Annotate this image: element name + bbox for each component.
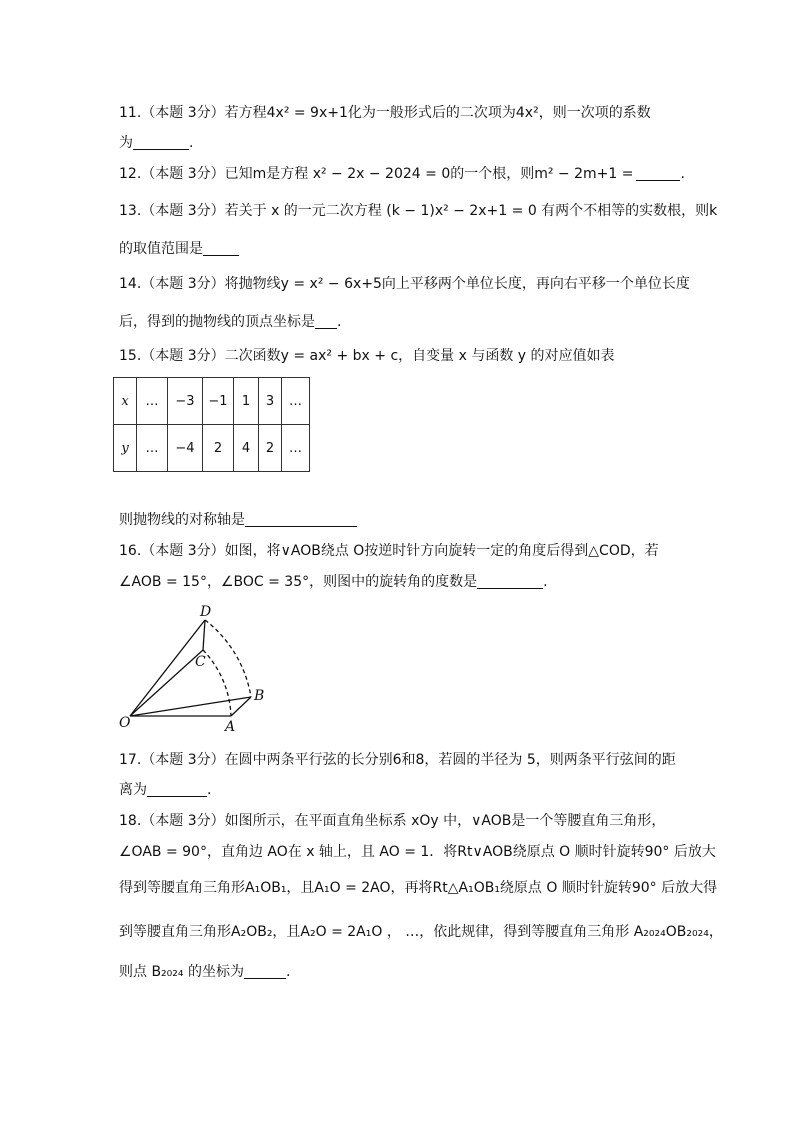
q15-line1: 15.（本题 3分）二次函数y = ax² + bx + c，自变量 x 与函数 y 的对应值如表 bbox=[119, 348, 615, 364]
q12-end: . bbox=[680, 166, 685, 182]
table-cell: x bbox=[114, 378, 137, 425]
table-cell: 3 bbox=[259, 378, 282, 425]
table-cell: 1 bbox=[234, 378, 259, 425]
q18-line1: 18.（本题 3分）如图所示，在平面直角坐标系 xOy 中，∨AOB是一个等腰直角三角形， bbox=[119, 813, 666, 829]
table-cell: −3 bbox=[168, 378, 203, 425]
q16-answer-blank[interactable] bbox=[477, 574, 543, 589]
table-cell: 2 bbox=[203, 425, 234, 472]
segment-od bbox=[130, 620, 205, 716]
q11-line1: 11.（本题 3分）若方程4x² = 9x+1化为一般形式后的二次项为4x²，则一次项的系数 bbox=[119, 105, 651, 121]
q12-text: 12.（本题 3分）已知m是方程 x² − 2x − 2024 = 0的一个根，则m² − 2m+1 = bbox=[119, 166, 634, 182]
table-row-x bbox=[114, 378, 310, 425]
value-table bbox=[113, 377, 310, 472]
arc-db bbox=[205, 620, 251, 697]
q11-line2-end: . bbox=[189, 135, 194, 151]
arc-ca bbox=[203, 650, 231, 716]
q14-line2 bbox=[119, 312, 341, 332]
q12-answer-blank[interactable] bbox=[636, 166, 680, 181]
q14-answer-blank[interactable] bbox=[315, 314, 337, 329]
q13-line2 bbox=[119, 239, 239, 259]
q14-line1: 14.（本题 3分）将抛物线y = x² − 6x+5向上平移两个单位长度，再向右平移一个单位长度 bbox=[119, 276, 690, 292]
q18-line5-text: 则点 B₂₀₂₄ 的坐标为 bbox=[119, 964, 244, 980]
table-cell: y bbox=[114, 425, 137, 472]
table-cell: … bbox=[282, 425, 310, 472]
table-cell: −4 bbox=[168, 425, 203, 472]
q18-end: . bbox=[285, 964, 291, 980]
q12-line bbox=[119, 164, 685, 184]
q15-answer-blank[interactable] bbox=[245, 512, 357, 527]
q11-line2-start: 为 bbox=[119, 135, 133, 151]
q17-line2 bbox=[119, 780, 211, 800]
q16-line1: 16.（本题 3分）如图，将∨AOB绕点 O按逆时针方向旋转一定的角度后得到△COD，若 bbox=[119, 543, 659, 559]
label-b: B bbox=[254, 688, 265, 704]
label-d: D bbox=[200, 604, 212, 620]
table-cell: … bbox=[137, 378, 168, 425]
table-cell: … bbox=[137, 425, 168, 472]
q11-answer-blank[interactable] bbox=[133, 135, 189, 150]
q18-line2: ∠OAB = 90°，直角边 AO在 x 轴上，且 AO = 1．将Rt∨AOB绕原点 O 顺时针旋转90° 后放大 bbox=[119, 844, 716, 860]
q17-line2-text: 离为 bbox=[119, 782, 147, 798]
q16-end: . bbox=[543, 574, 548, 590]
q13-line1: 13.（本题 3分）若关于 x 的一元二次方程 (k − 1)x² − 2x+1 = 0 有两个不相等的实数根，则k bbox=[119, 203, 718, 219]
q16-line2-text: ∠AOB = 15°，∠BOC = 35°，则图中的旋转角的度数是 bbox=[119, 574, 478, 590]
table-cell: 2 bbox=[259, 425, 282, 472]
q17-answer-blank[interactable] bbox=[147, 782, 207, 797]
label-c: C bbox=[195, 654, 206, 670]
q18-line5 bbox=[119, 962, 290, 982]
q15-answer-text: 则抛物线的对称轴是 bbox=[119, 512, 245, 528]
label-o: O bbox=[119, 715, 131, 731]
table-cell: … bbox=[282, 378, 310, 425]
q13-answer-blank[interactable] bbox=[203, 241, 239, 256]
q18-answer-blank[interactable] bbox=[244, 964, 286, 979]
table-cell: 4 bbox=[234, 425, 259, 472]
table-row-y bbox=[114, 425, 310, 472]
q14-end: . bbox=[337, 314, 342, 330]
q13-line2-text: 的取值范围是 bbox=[119, 241, 203, 257]
q16-line2 bbox=[119, 572, 548, 592]
rotation-figure bbox=[110, 600, 280, 734]
q17-line1: 17.（本题 3分）在圆中两条平行弦的长分别6和8，若圆的半径为 5，则两条平行弦间的距 bbox=[119, 752, 676, 768]
q14-line2-text: 后，得到的抛物线的顶点坐标是 bbox=[119, 314, 315, 330]
q15-answer-line bbox=[119, 510, 357, 530]
q11-line2 bbox=[119, 133, 193, 153]
q18-line4: 到等腰直角三角形A₂OB₂，且A₂O = 2A₁O ， …，依此规律，得到等腰直角三角形 A₂₀₂₄OB₂₀₂₄， bbox=[119, 924, 723, 940]
q17-end: . bbox=[207, 782, 212, 798]
table-cell: −1 bbox=[203, 378, 234, 425]
label-a: A bbox=[225, 719, 236, 734]
q18-line3: 得到等腰直角三角形A₁OB₁，且A₁O = 2AO，再将Rt△A₁OB₁绕原点 O 顺时针旋转90° 后放大得 bbox=[119, 880, 718, 896]
segment-cd bbox=[203, 620, 205, 650]
